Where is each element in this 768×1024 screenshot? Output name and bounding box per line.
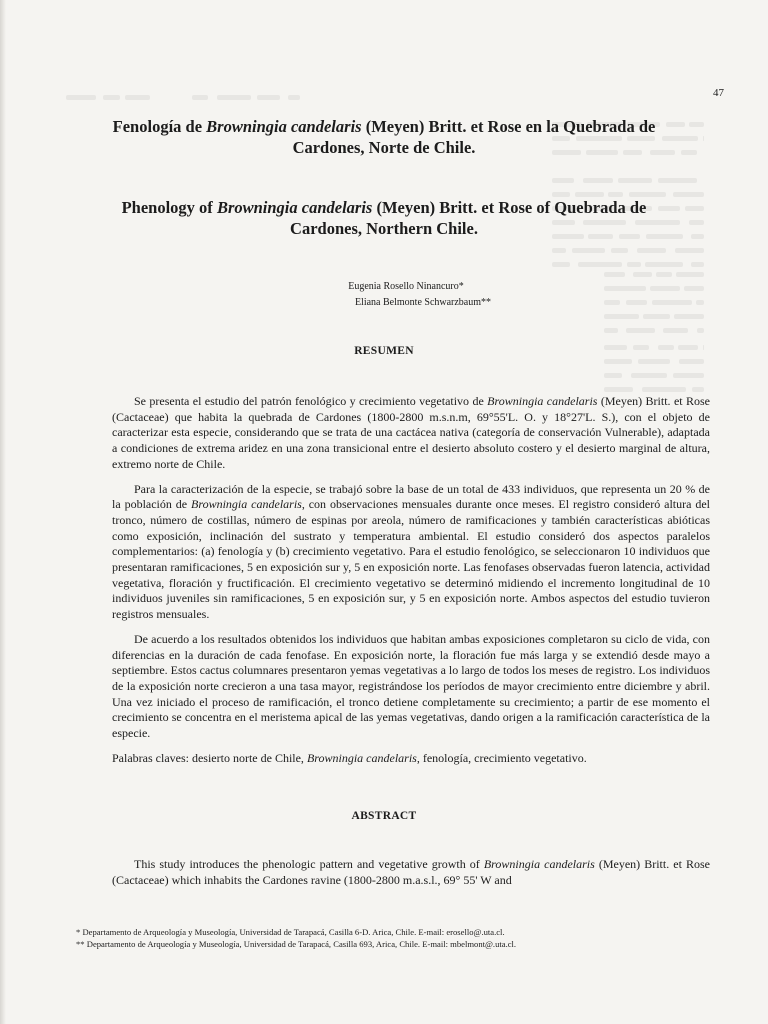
species-name: Browningia candelaris: [191, 497, 302, 512]
author-block: [90, 279, 678, 311]
scan-edge-shadow: [0, 0, 6, 1024]
abstract-body: [112, 857, 710, 897]
footnote: * Departamento de Arqueología y Museología, Universidad de Tarapacá, Casilla 6-D. Arica, Chile. E-mail: erosello@.uta.cl.: [76, 927, 505, 937]
keywords-line: Palabras claves: desierto norte de Chile, Browningia candelaris, fenología, crecimiento vegetativo.: [112, 750, 587, 765]
species-name: Browningia candelaris: [487, 394, 598, 408]
resumen-paragraph: Para la caracterización de la especie, se trabajó sobre la base de un total de 433 individuos, que representa un 20 % de la población de Browningia candelaris, con observaciones mensuales durante once meses. El registro consideró altura del tronco, número de costillas, número de espinas por areola, número de ramificaciones y también características abióticas como exposición, inclinación del sustrato y temperatura ambiental. El estudio consideró dos aspectos paralelos complementarios: (a) fenología y (b) crecimiento vegetativo. Para el estudio fenológico, se seleccionaron 10 individuos que presentaran ramificaciones, 5 en exposición sur y, 5 en exposición norte. Las fenofases observadas fueron latencia, actividad vegetativa, floración y fructificación. El crecimiento vegetativo se determinó midiendo el incremento longitudinal de 10 individuos juveniles sin ramificaciones, 5 en exposición sur, y 5 en exposición norte. Ambos aspectos del estudio tuvieron registros mensuales.: [112, 481, 710, 622]
title-spanish: Fenología de Browningia candelaris (Meyen) Britt. et Rose en la Quebrada de Cardones, Norte de Chile.: [112, 117, 656, 157]
section-heading-abstract: ABSTRACT: [351, 810, 417, 822]
resumen-paragraph: De acuerdo a los resultados obtenidos los individuos que habitan ambas exposiciones completaron su ciclo de vida, con diferencias en la duración de cada fenofase. En exposición norte, la floración fue más larga y se extendió desde mayo a septiembre. Estos cactus columnares presentaron yemas vegetativas a lo largo de todos los meses de registro. Los individuos de la exposición norte crecieron a una tasa mayor, registrándose los períodos de mayor crecimiento entre diciembre y abril. Una vez iniciado el proceso de ramificación, el tronco detiene completamente su crecimiento; a partir de ese momento el crecimiento se concentra en el meristema apical de las yemas vegetativas, dando origen a la ramificación característica de la especie.: [112, 631, 710, 741]
page-number: 47: [713, 87, 724, 99]
species-name: Browningia candelaris: [216, 198, 373, 217]
species-name: Browningia candelaris: [306, 750, 417, 765]
author-name: Eugenia Rosello Ninancuro*: [348, 281, 464, 292]
species-name: Browningia candelaris: [483, 857, 595, 871]
footnotes: [76, 927, 716, 950]
species-name: Browningia candelaris: [206, 117, 362, 136]
resumen-paragraph: Se presenta el estudio del patrón fenológico y crecimiento vegetativo de Browningia candelaris (Meyen) Britt. et Rose (Cactaceae) que habita la quebrada de Cardones (1800-2800 m.s.n.m, 69°55'L. O. y 18°27'L. S.), con el objeto de caracterizar esta especie, considerando que se trata de una cactácea nativa (categoría de conservación Vulnerable), adaptada a condiciones de extrema aridez en una zona transicional entre el desierto absoluto costero y el desierto marginal de altura, extremo norte de Chile.: [112, 394, 710, 471]
author-name: Eliana Belmonte Schwarzbaum**: [354, 297, 492, 308]
footnote: ** Departamento de Arqueología y Museología, Universidad de Tarapacá, Casilla 693, Arica, Chile. E-mail: mbelmont@.uta.cl.: [76, 938, 517, 949]
abstract-paragraph: This study introduces the phenologic pattern and vegetative growth of Browningia candelaris (Meyen) Britt. et Rose (Cactaceae) which inhabits the Cardones ravine (1800-2800 m.a.s.l., 69° 55' W and: [112, 857, 711, 887]
resumen-body: [112, 394, 710, 775]
title-english: Phenology of Browningia candelaris (Meyen) Britt. et Rose of Quebrada de Cardones, Northern Chile.: [121, 198, 647, 238]
section-heading-resumen: RESUMEN: [354, 345, 414, 357]
